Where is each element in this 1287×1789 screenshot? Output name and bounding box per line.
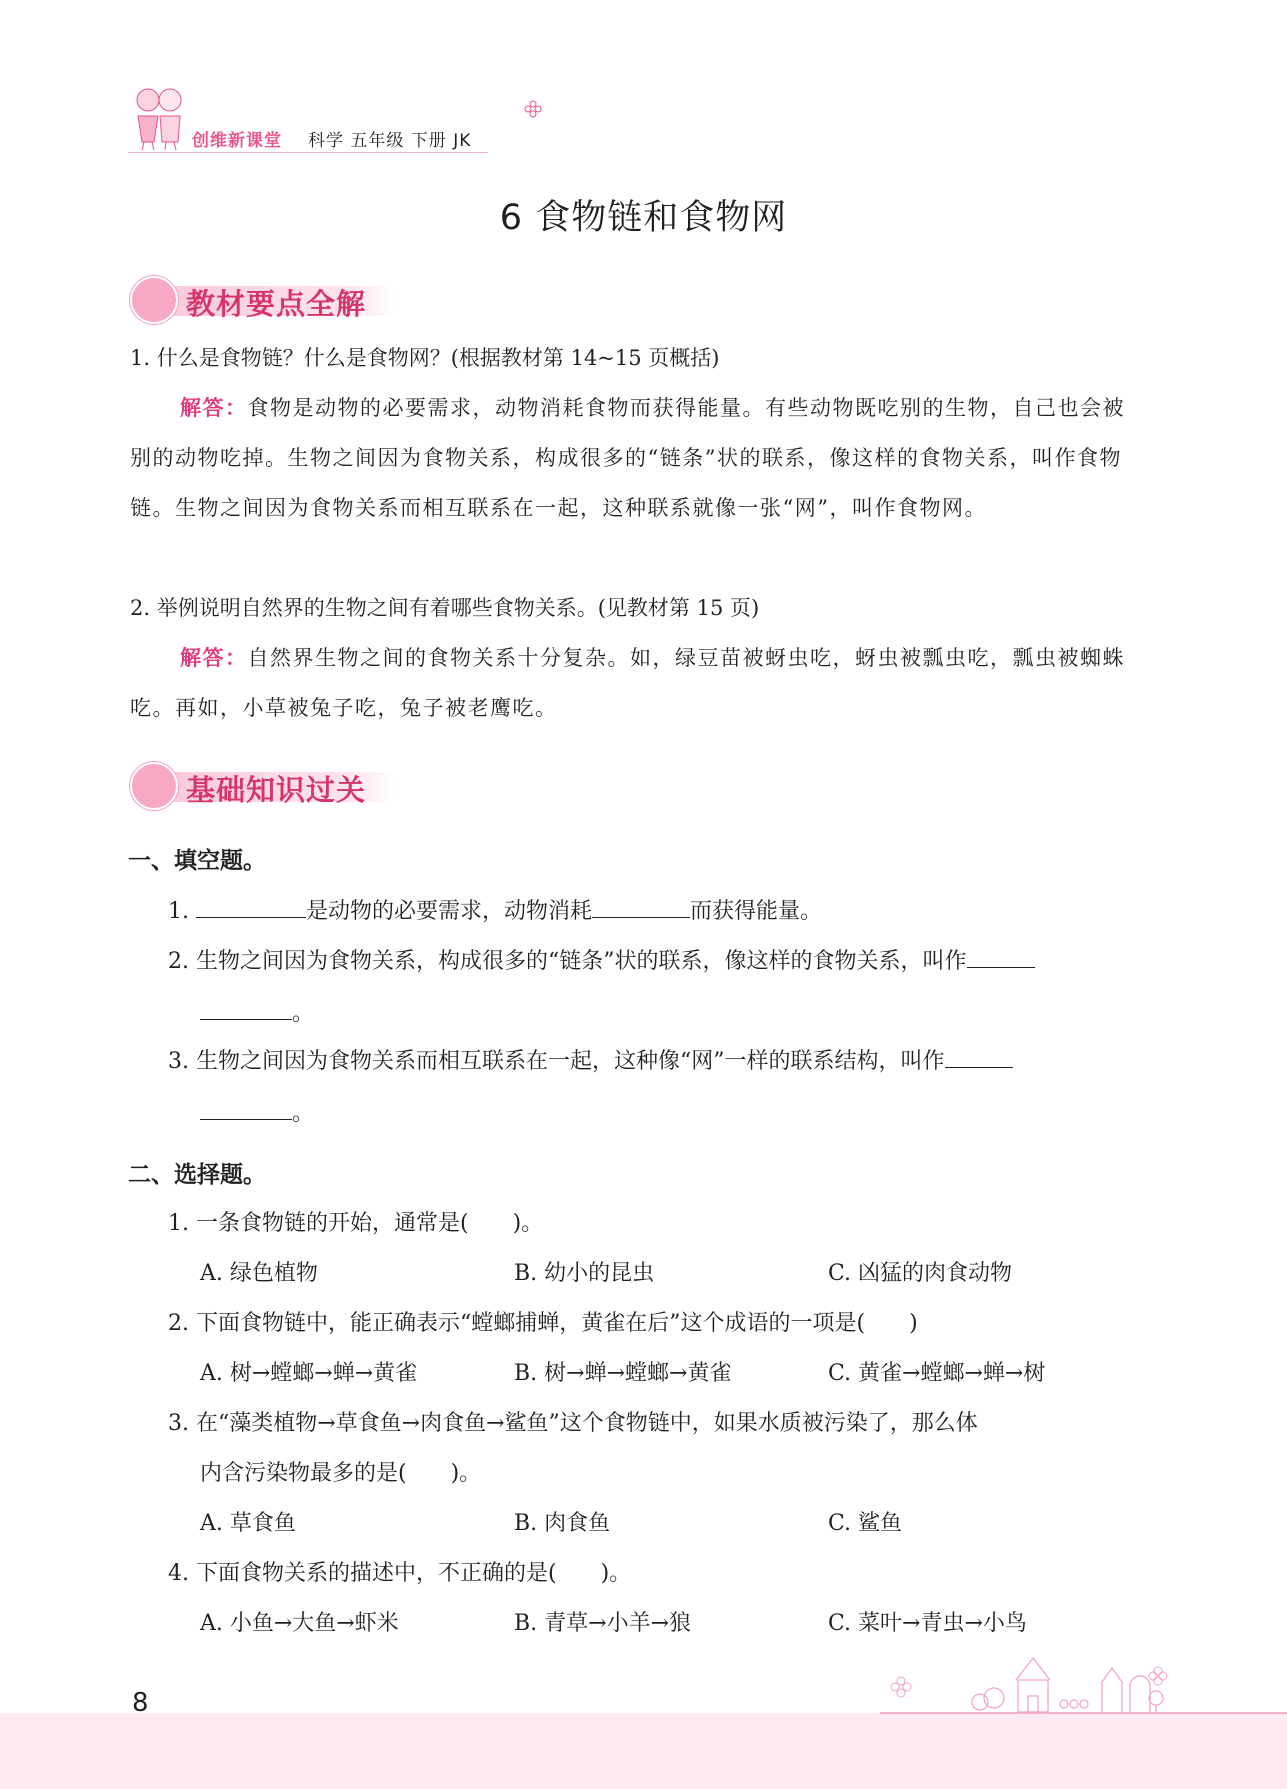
flower-icon bbox=[524, 100, 542, 118]
option-c[interactable]: C. 鲨鱼 bbox=[828, 1511, 903, 1536]
page-title: 6 食物链和食物网 bbox=[499, 198, 788, 238]
footer-band bbox=[0, 1713, 1287, 1789]
option-b[interactable]: B. 树→蝉→螳螂→黄雀 bbox=[514, 1361, 732, 1386]
option-a[interactable]: A. 绿色植物 bbox=[200, 1261, 318, 1286]
answer-blank[interactable] bbox=[967, 945, 1035, 968]
cartoon-icon bbox=[130, 762, 178, 810]
answer-blank[interactable] bbox=[196, 895, 306, 918]
option-c[interactable]: C. 黄雀→螳螂→蝉→树 bbox=[828, 1361, 1046, 1386]
answer-2: 解答：自然界生物之间的食物关系十分复杂。如，绿豆苗被蚜虫吃，蚜虫被瓢虫吃，瓢虫被蜘蛛吃。再如，小草被兔子吃，兔子被老鹰吃。 bbox=[130, 646, 1125, 720]
choice-heading: 二、选择题。 bbox=[128, 1162, 266, 1188]
section-banner-basics: 基础知识过关 bbox=[128, 762, 408, 810]
option-b[interactable]: B. 青草→小羊→狼 bbox=[514, 1611, 692, 1636]
fill-in-heading: 一、填空题。 bbox=[128, 848, 266, 874]
header-divider bbox=[128, 152, 488, 153]
choice-question-2: 2. 下面食物链中，能正确表示“螳螂捕蝉，黄雀在后”这个成语的一项是( ) bbox=[168, 1311, 918, 1336]
fill-item-2: 2. 生物之间因为食物关系，构成很多的“链条”状的联系，像这样的食物关系，叫作 bbox=[168, 944, 1035, 975]
option-a[interactable]: A. 树→螳螂→蝉→黄雀 bbox=[200, 1361, 418, 1386]
answer-label: 解答： bbox=[180, 646, 248, 670]
choice-question-1: 1. 一条食物链的开始，通常是( )。 bbox=[168, 1211, 544, 1236]
flower-icon bbox=[1148, 1666, 1168, 1686]
cartoon-icon bbox=[130, 276, 178, 324]
question-1: 1. 什么是食物链？什么是食物网？(根据教材第 14~15 页概括) bbox=[130, 346, 720, 370]
option-b[interactable]: B. 幼小的昆虫 bbox=[514, 1261, 655, 1286]
answer-label: 解答： bbox=[180, 396, 248, 420]
fill-item-3: 3. 生物之间因为食物关系而相互联系在一起，这种像“网”一样的联系结构，叫作 bbox=[168, 1044, 1013, 1075]
kids-illustration-icon bbox=[128, 86, 190, 152]
castle-illustration-icon bbox=[960, 1652, 1170, 1714]
answer-blank[interactable] bbox=[200, 997, 292, 1020]
option-a[interactable]: A. 草食鱼 bbox=[200, 1511, 296, 1536]
answer-1: 解答：食物是动物的必要需求，动物消耗食物而获得能量。有些动物既吃别的生物，自己也会被别的动物吃掉。生物之间因为食物关系，构成很多的“链条”状的联系，像这样的食物关系，叫作食物链。生物之间因为食物关系而相互联系在一起，这种联系就像一张“网”，叫作食物网。 bbox=[130, 396, 1125, 520]
answer-blank[interactable] bbox=[945, 1045, 1013, 1068]
flower-icon bbox=[890, 1676, 912, 1698]
choice-question-4: 4. 下面食物关系的描述中，不正确的是( )。 bbox=[168, 1561, 632, 1586]
page-number: 8 bbox=[132, 1688, 149, 1718]
option-a[interactable]: A. 小鱼→大鱼→虾米 bbox=[200, 1611, 399, 1636]
page-header bbox=[128, 86, 528, 156]
choice-question-3: 3. 在“藻类植物→草食鱼→肉食鱼→鲨鱼”这个食物链中，如果水质被污染了，那么体 bbox=[168, 1411, 978, 1436]
option-c[interactable]: C. 菜叶→青虫→小鸟 bbox=[828, 1611, 1027, 1636]
option-b[interactable]: B. 肉食鱼 bbox=[514, 1511, 611, 1536]
option-c[interactable]: C. 凶猛的肉食动物 bbox=[828, 1261, 1013, 1286]
answer-blank[interactable] bbox=[592, 895, 690, 918]
subject-info: 科学 五年级 下册 JK bbox=[308, 131, 472, 151]
section-banner-key-points: 教材要点全解 bbox=[128, 276, 408, 324]
question-2: 2. 举例说明自然界的生物之间有着哪些食物关系。(见教材第 15 页) bbox=[130, 596, 760, 620]
answer-blank[interactable] bbox=[200, 1097, 292, 1120]
fill-item-1: 1. 是动物的必要需求，动物消耗 而获得能量。 bbox=[168, 894, 822, 925]
brand-name: 创维新课堂 bbox=[192, 131, 282, 151]
